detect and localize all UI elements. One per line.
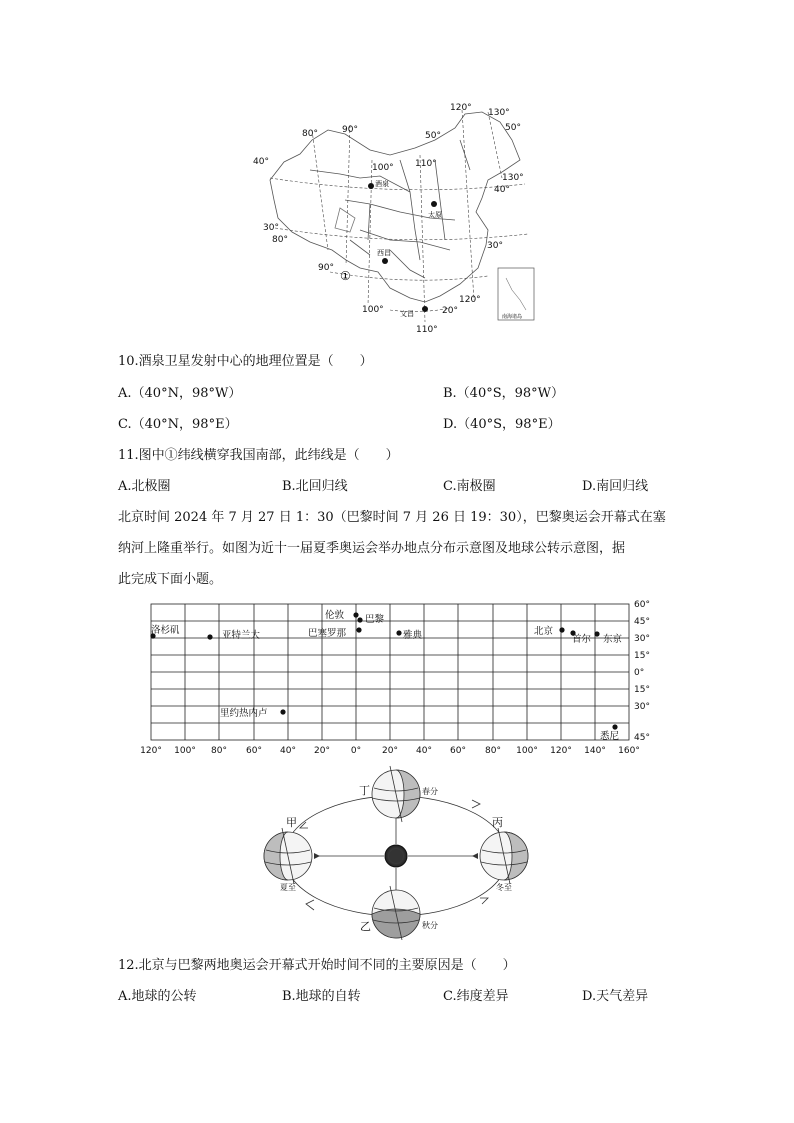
map-label: 20°	[442, 306, 458, 316]
q10-option-d[interactable]: D.（40°S，98°E）	[443, 417, 561, 432]
y-tick: 45°	[634, 617, 650, 627]
city-sydney: 悉尼	[600, 731, 620, 742]
q10-option-a[interactable]: A.（40°N，98°W）	[118, 386, 242, 401]
map-label: 120°	[459, 295, 481, 305]
map-label: 40°	[253, 157, 269, 167]
position-label-yi: 乙	[360, 920, 371, 933]
map-label: 30°	[487, 241, 503, 251]
city-london: 伦敦	[325, 610, 345, 621]
position-label-jia: 甲	[286, 816, 297, 829]
map-label: 130°	[502, 173, 524, 183]
y-tick: 60°	[634, 600, 650, 610]
latitude-marker-1: ①	[340, 269, 351, 283]
china-map	[250, 100, 550, 340]
question-10-stem: 10.酒泉卫星发射中心的地理位置是（ ）	[118, 354, 373, 369]
city-beijing: 北京	[534, 626, 554, 637]
y-tick: 30°	[634, 634, 650, 644]
x-tick: 160°	[618, 746, 640, 756]
map-label: 80°	[272, 235, 288, 245]
position-label-ding: 丁	[359, 784, 370, 797]
x-tick: 60°	[450, 746, 466, 756]
city-los-angeles: 洛杉矶	[151, 625, 180, 636]
x-tick: 100°	[174, 746, 196, 756]
q12-option-a[interactable]: A.地球的公转	[118, 989, 197, 1004]
map-label: 40°	[494, 185, 510, 195]
y-tick: 15°	[634, 685, 650, 695]
city-label: 文昌	[400, 310, 414, 318]
city-tokyo: 东京	[603, 634, 623, 645]
position-label-bing: 丙	[492, 816, 503, 829]
q10-option-b[interactable]: B.（40°S，98°W）	[443, 386, 565, 401]
q12-option-b[interactable]: B.地球的自转	[282, 989, 361, 1004]
map-label: 110°	[415, 159, 437, 169]
term-autumn-equinox: 秋分	[422, 921, 438, 930]
south-china-sea-inset	[498, 268, 534, 320]
city-label: 太原	[428, 211, 442, 219]
x-tick: 20°	[314, 746, 330, 756]
earth-revolution-diagram	[258, 764, 538, 940]
x-tick: 20°	[382, 746, 398, 756]
map-label: 90°	[318, 263, 334, 273]
passage-line-1: 北京时间 2024 年 7 月 27 日 1：30（巴黎时间 7 月 26 日 19：30），巴黎奥运会开幕式在塞	[118, 510, 666, 525]
y-tick: 30°	[634, 702, 650, 712]
q12-option-d[interactable]: D.天气差异	[582, 989, 649, 1004]
map-label: 80°	[302, 129, 318, 139]
city-athens: 雅典	[403, 630, 423, 641]
city-rio: 里约热内卢	[220, 708, 268, 719]
map-label: 90°	[342, 125, 358, 135]
city-label: 酒泉	[375, 180, 389, 188]
x-tick: 80°	[211, 746, 227, 756]
passage-line-3: 此完成下面小题。	[118, 572, 223, 587]
x-tick: 120°	[550, 746, 572, 756]
china-outline	[270, 112, 520, 302]
map-label: 120°	[450, 103, 472, 113]
map-label: 50°	[505, 123, 521, 133]
y-tick: 15°	[634, 651, 650, 661]
x-tick: 140°	[584, 746, 606, 756]
city-atlanta: 亚特兰大	[222, 630, 261, 641]
q11-option-d[interactable]: D.南回归线	[582, 479, 649, 494]
city-seoul: 首尔	[572, 634, 592, 645]
q12-option-c[interactable]: C.纬度差异	[443, 989, 509, 1004]
x-tick: 80°	[485, 746, 501, 756]
x-tick: 100°	[516, 746, 538, 756]
term-spring-equinox: 春分	[422, 787, 438, 796]
map-label: 130°	[488, 108, 510, 118]
map-label: 30°	[263, 223, 279, 233]
x-tick: 40°	[280, 746, 296, 756]
map-label: 100°	[362, 305, 384, 315]
map-label: 50°	[425, 131, 441, 141]
inset-label: 南海诸岛	[502, 314, 523, 320]
q11-option-c[interactable]: C.南极圈	[443, 479, 496, 494]
y-tick: 0°	[634, 668, 645, 678]
x-tick: 0°	[350, 746, 362, 756]
y-tick: 45°	[634, 733, 650, 743]
passage-line-2: 纳河上隆重举行。如图为近十一届夏季奥运会举办地点分布示意图及地球公转示意图，据	[118, 541, 626, 556]
x-tick: 40°	[416, 746, 432, 756]
x-tick: 60°	[246, 746, 262, 756]
q11-option-a[interactable]: A.北极圈	[118, 479, 171, 494]
city-paris: 巴黎	[365, 614, 385, 625]
term-winter-solstice: 冬至	[496, 883, 512, 892]
city-label: 西昌	[377, 249, 391, 257]
q11-option-b[interactable]: B.北回归线	[282, 479, 348, 494]
map-label: 110°	[416, 325, 438, 335]
term-summer-solstice: 夏至	[280, 883, 296, 892]
question-11-stem: 11.图中①纬线横穿我国南部，此纬线是（ ）	[118, 448, 399, 463]
x-tick: 120°	[140, 746, 162, 756]
q10-option-c[interactable]: C.（40°N，98°E）	[118, 417, 238, 432]
city-barcelona: 巴塞罗那	[308, 628, 347, 639]
question-12-stem: 12.北京与巴黎两地奥运会开幕式开始时间不同的主要原因是（ ）	[118, 958, 516, 973]
olympic-host-chart	[138, 596, 658, 758]
map-label: 100°	[372, 163, 394, 173]
